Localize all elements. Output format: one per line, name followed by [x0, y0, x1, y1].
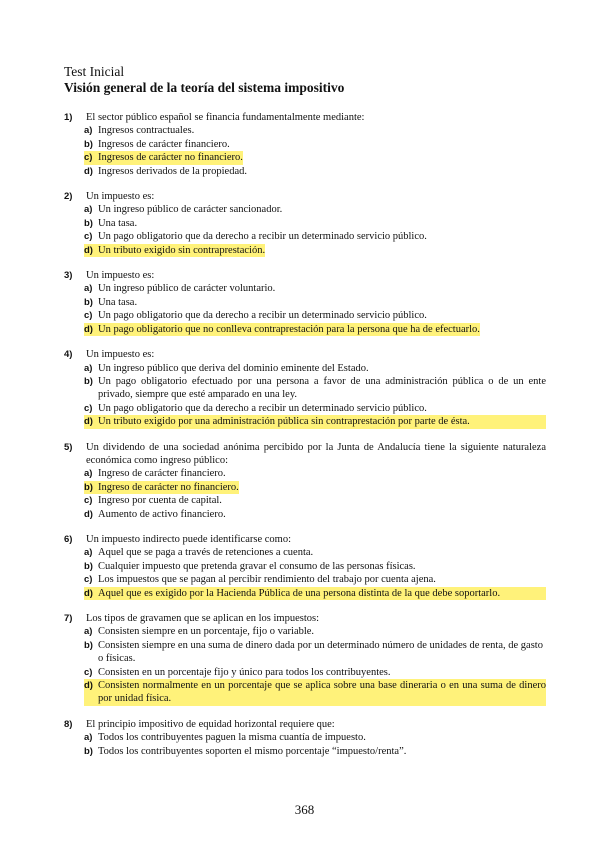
- option-letter: a): [84, 362, 93, 374]
- question-7: [64, 612, 546, 706]
- question-text: Un impuesto es:: [86, 349, 155, 361]
- option-d-highlighted: [84, 415, 546, 428]
- option-letter: a): [84, 283, 93, 295]
- document-subtitle: Visión general de la teoría del sistema impositivo: [64, 80, 345, 95]
- option-b: [84, 375, 546, 402]
- option-b: [84, 560, 546, 573]
- option-b: [84, 745, 546, 758]
- option-letter: c): [84, 310, 93, 322]
- option-letter: a): [84, 732, 93, 744]
- option-text: Ingresos de carácter no financiero.: [98, 152, 243, 164]
- option-a: [84, 362, 546, 375]
- question-1: [64, 111, 546, 178]
- question-number: 3): [64, 270, 73, 282]
- option-letter: c): [84, 666, 93, 678]
- option-text: Un ingreso público de carácter voluntario.: [98, 283, 276, 295]
- option-text: Consisten siempre en una suma de dinero dada por un determinado número de unidades de renta, de gasto o físicas.: [98, 639, 543, 665]
- option-c: [84, 494, 546, 507]
- question-number: 8): [64, 718, 73, 730]
- option-text: Un ingreso público que deriva del dominio eminente del Estado.: [98, 362, 369, 374]
- option-letter: c): [84, 402, 93, 414]
- option-d-highlighted: [84, 587, 546, 600]
- question-list: [64, 111, 546, 770]
- question-number: 6): [64, 533, 73, 545]
- option-d-highlighted: [84, 323, 546, 336]
- option-text: Aquel que se paga a través de retenciones a cuenta.: [98, 547, 314, 559]
- option-letter: b): [84, 639, 93, 651]
- question-text: Un impuesto es:: [86, 191, 155, 203]
- option-a: [84, 282, 546, 295]
- option-text: Consisten en un porcentaje fijo y único para todos los contribuyentes.: [98, 666, 391, 678]
- option-c-highlighted: [84, 151, 546, 164]
- option-letter: b): [84, 375, 93, 387]
- option-letter: a): [84, 468, 93, 480]
- option-letter: d): [84, 679, 98, 706]
- option-text: Cualquier impuesto que pretenda gravar el consumo de las personas físicas.: [98, 560, 416, 572]
- option-letter: c): [84, 151, 98, 164]
- question-text: El principio impositivo de equidad horizontal requiere que:: [86, 718, 335, 730]
- option-d-highlighted: [84, 679, 546, 706]
- document-header: Test Inicial: [64, 64, 125, 79]
- option-letter: b): [84, 138, 93, 150]
- question-text: Un impuesto indirecto puede identificarse como:: [86, 533, 291, 545]
- option-letter: a): [84, 626, 93, 638]
- option-b: [84, 296, 546, 309]
- option-text: Todos los contribuyentes paguen la misma cuantía de impuesto.: [98, 732, 366, 744]
- question-3: [64, 269, 546, 336]
- option-letter: d): [84, 244, 98, 257]
- option-text: Ingreso por cuenta de capital.: [98, 495, 222, 507]
- option-b: [84, 639, 546, 666]
- option-letter: c): [84, 495, 93, 507]
- option-a: [84, 731, 546, 744]
- option-c: [84, 573, 546, 586]
- option-text: Ingresos de carácter financiero.: [98, 138, 230, 150]
- option-text: Todos los contribuyentes soporten el mismo porcentaje “impuesto/renta”.: [98, 745, 407, 757]
- option-letter: d): [84, 323, 98, 336]
- option-a: [84, 203, 546, 216]
- question-text: Un dividendo de una sociedad anónima percibido por la Junta de Andalucía tiene la siguiente naturaleza económica como ingreso público:: [86, 441, 546, 466]
- question-4: [64, 348, 546, 428]
- question-number: 7): [64, 613, 73, 624]
- option-text: Un pago obligatorio que no conlleva contraprestación para la persona que ha de efectuarlo.: [98, 323, 480, 335]
- question-8: [64, 718, 546, 758]
- question-6: [64, 533, 546, 600]
- question-number: 5): [64, 441, 73, 453]
- option-text: Los impuestos que se pagan al percibir rendimiento del trabajo por cuenta ajena.: [98, 574, 436, 586]
- option-letter: b): [84, 296, 93, 308]
- option-text: Consisten siempre en un porcentaje, fijo o variable.: [98, 626, 315, 638]
- option-letter: d): [84, 165, 93, 177]
- question-number: 1): [64, 112, 73, 123]
- option-text: Ingreso de carácter no financiero.: [98, 481, 239, 493]
- option-c: [84, 309, 546, 322]
- option-text: Ingresos contractuales.: [98, 125, 195, 137]
- option-text: Un pago obligatorio que da derecho a recibir un determinado servicio público.: [98, 402, 427, 414]
- option-letter: c): [84, 231, 93, 243]
- option-letter: b): [84, 481, 98, 494]
- option-text: Aquel que es exigido por la Hacienda Pública de una persona distinta de la que debe soportarlo.: [98, 587, 546, 600]
- option-text: Aumento de activo financiero.: [98, 508, 226, 520]
- option-letter: d): [84, 587, 98, 600]
- option-text: Ingreso de carácter financiero.: [98, 468, 226, 480]
- option-letter: b): [84, 560, 93, 572]
- option-b: [84, 138, 546, 151]
- option-a: [84, 625, 546, 638]
- option-letter: c): [84, 574, 93, 586]
- option-letter: d): [84, 415, 98, 428]
- option-text: Consisten normalmente en un porcentaje que se aplica sobre una base dineraria o en una suma de dinero por unidad física.: [98, 680, 546, 705]
- option-c: [84, 230, 546, 243]
- option-letter: a): [84, 547, 93, 559]
- option-letter: b): [84, 217, 93, 229]
- question-2: [64, 190, 546, 257]
- option-b-highlighted: [84, 481, 546, 494]
- question-text: Los tipos de gravamen que se aplican en los impuestos:: [86, 613, 319, 624]
- option-text: Un ingreso público de carácter sancionador.: [98, 204, 283, 216]
- option-text: Un pago obligatorio efectuado por una persona a favor de una administración pública o de un ente privado, siempre que esté amparado en una ley.: [98, 375, 546, 401]
- option-c: [84, 666, 546, 679]
- option-d-highlighted: [84, 244, 546, 257]
- option-text: Una tasa.: [98, 296, 138, 308]
- option-a: [84, 546, 546, 559]
- option-d: [84, 165, 546, 178]
- option-text: Ingresos derivados de la propiedad.: [98, 165, 247, 177]
- option-letter: d): [84, 508, 93, 520]
- question-5: [64, 441, 546, 521]
- option-b: [84, 217, 546, 230]
- option-text: Un tributo exigido por una administración pública sin contraprestación por parte de ésta.: [98, 415, 546, 428]
- option-letter: a): [84, 204, 93, 216]
- option-d: [84, 508, 546, 521]
- option-c: [84, 402, 546, 415]
- question-text: El sector público español se financia fundamentalmente mediante:: [86, 112, 365, 123]
- option-text: Un pago obligatorio que da derecho a recibir un determinado servicio público.: [98, 310, 427, 322]
- option-text: Un pago obligatorio que da derecho a recibir un determinado servicio público.: [98, 231, 427, 243]
- option-a: [84, 467, 546, 480]
- question-number: 2): [64, 191, 73, 203]
- option-letter: a): [84, 125, 93, 137]
- question-text: Un impuesto es:: [86, 270, 155, 282]
- option-text: Un tributo exigido sin contraprestación.: [98, 244, 266, 256]
- option-text: Una tasa.: [98, 217, 138, 229]
- option-letter: b): [84, 745, 93, 757]
- page-number: 368: [294, 802, 315, 817]
- option-a: [84, 124, 546, 137]
- question-number: 4): [64, 349, 73, 361]
